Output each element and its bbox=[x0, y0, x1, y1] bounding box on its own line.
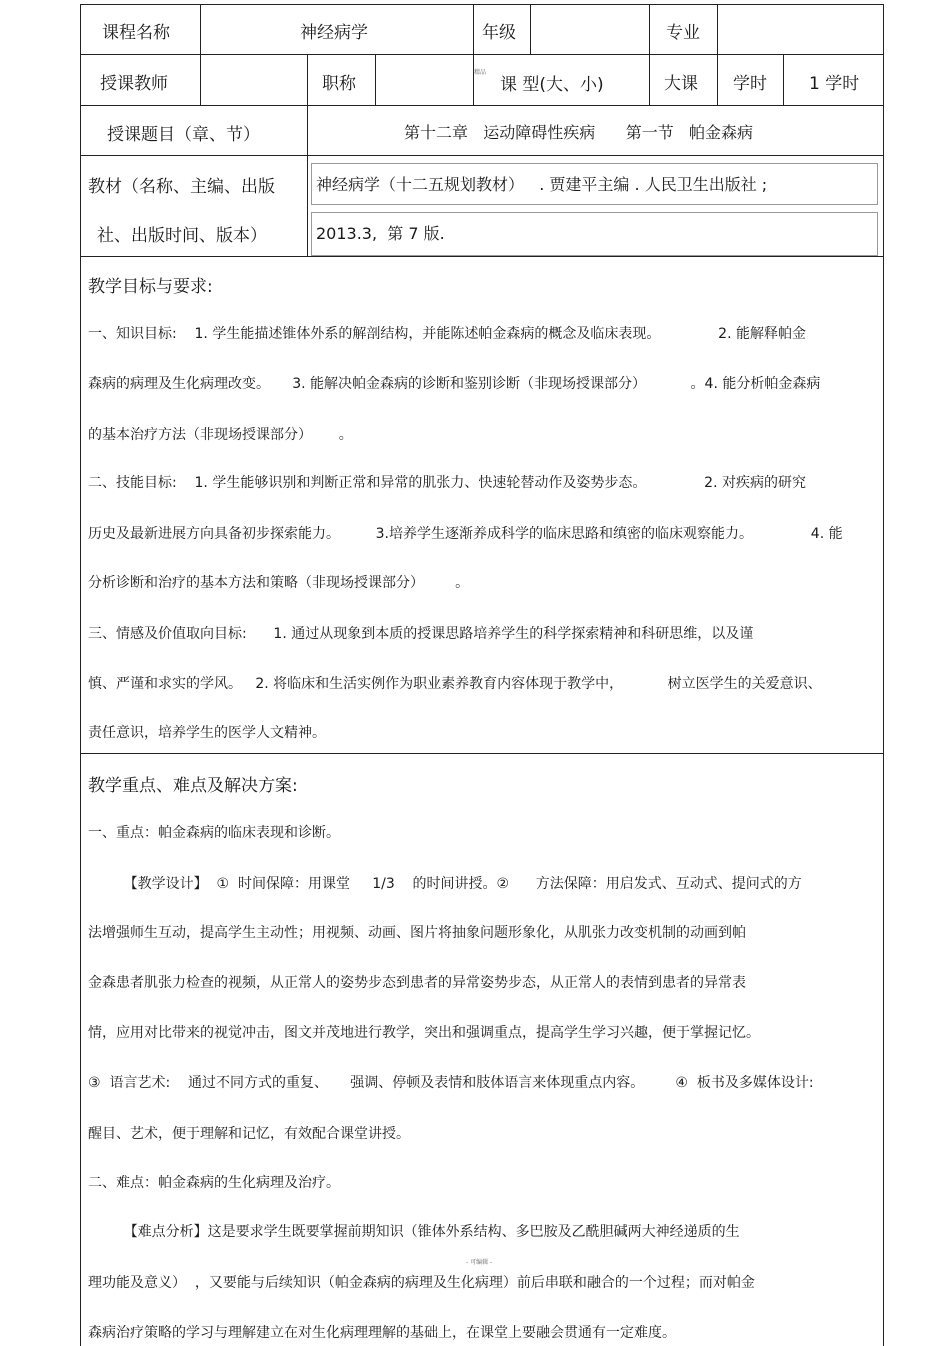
keypoints-line: 【难点分析】这是要求学生既要掌握前期知识（锥体外系结构、多巴胺及乙酰胆碱两大神经递质的生 bbox=[88, 1224, 740, 1240]
row-divider bbox=[80, 753, 884, 754]
textbook-value-2: 2013.3, 第 7 版. bbox=[316, 224, 445, 243]
keypoints-line: 金森患者肌张力检查的视频，从正常人的姿势步态到患者的异常姿势步态，从正常人的表情到患者的异常表 bbox=[88, 975, 746, 991]
objectives-line: 一、知识目标: 1. 学生能描述锥体外系的解剖结构，并能陈述帕金森病的概念及临床表现。 2. 能解释帕金 bbox=[88, 326, 806, 342]
objectives-line: 二、技能目标: 1. 学生能够识别和判断正常和异常的肌张力、快速轮替动作及姿势步态。 2. 对疾病的研究 bbox=[88, 475, 806, 491]
col-divider bbox=[375, 54, 376, 105]
class-type-value: 大课 bbox=[664, 74, 698, 94]
objectives-line: 的基本治疗方法（非现场授课部分） 。 bbox=[88, 427, 353, 443]
major-label: 专业 bbox=[666, 23, 700, 43]
keypoints-line: 一、重点：帕金森病的临床表现和诊断。 bbox=[88, 825, 340, 841]
objectives-line: 森病的病理及生化病理改变。 3. 能解决帕金森病的诊断和鉴别诊断（非现场授课部分） 。4. 能分析帕金森病 bbox=[88, 376, 821, 392]
keypoints-line: ③ 语言艺术: 通过不同方式的重复、 强调、停顿及表情和肢体语言来体现重点内容。 ④ 板书及多媒体设计: bbox=[88, 1075, 814, 1091]
course-name-label: 课程名称 bbox=[102, 23, 170, 43]
keypoints-line: 法增强师生互动，提高学生主动性；用视频、动画、图片将抽象问题形象化，从肌张力改变机制的动画到帕 bbox=[88, 925, 746, 941]
textbook-label-2: 社、出版时间、版本） bbox=[97, 226, 267, 246]
topic-value: 第十二章 运动障碍性疾病 第一节 帕金森病 bbox=[404, 123, 754, 142]
col-divider bbox=[473, 54, 474, 105]
small-mark: 精品 bbox=[474, 69, 487, 76]
col-divider bbox=[307, 54, 308, 257]
col-divider bbox=[783, 54, 784, 105]
keypoints-line: 情，应用对比带来的视觉冲击，图文并茂地进行教学，突出和强调重点，提高学生学习兴趣，便于掌握记忆。 bbox=[88, 1025, 760, 1041]
hours-label: 学时 bbox=[733, 74, 767, 94]
row-divider bbox=[80, 155, 884, 156]
row-divider bbox=[80, 256, 884, 257]
keypoints-line: 理功能及意义） ，又要能与后续知识（帕金森病的病理及生化病理）前后串联和融合的一个过程；而对帕金 bbox=[88, 1275, 755, 1291]
col-divider bbox=[649, 4, 650, 106]
keypoints-line: 【教学设计】 ① 时间保障：用课堂 1/3 的时间讲授。② 方法保障：用启发式、互动式、提问式的方 bbox=[88, 876, 802, 892]
keypoints-heading: 教学重点、难点及解决方案: bbox=[88, 776, 298, 796]
table-border-left bbox=[80, 4, 81, 1346]
keypoints-line: 森病治疗策略的学习与理解建立在对生化病理理解的基础上，在课堂上要融会贯通有一定难度。 bbox=[88, 1325, 676, 1341]
objectives-line: 责任意识，培养学生的医学人文精神。 bbox=[88, 725, 326, 741]
objectives-line: 分析诊断和治疗的基本方法和策略（非现场授课部分） 。 bbox=[88, 575, 470, 591]
grade-label: 年级 bbox=[482, 23, 516, 43]
course-name-value: 神经病学 bbox=[300, 23, 368, 43]
objectives-line: 历史及最新进展方向具备初步探索能力。 3.培养学生逐渐养成科学的临床思路和缜密的临床观察能力。 4. 能 bbox=[88, 526, 843, 542]
textbook-label-1: 教材（名称、主编、出版 bbox=[88, 177, 275, 197]
keypoints-line: 醒目、艺术，便于理解和记忆，有效配合课堂讲授。 bbox=[88, 1126, 410, 1142]
col-divider bbox=[200, 4, 201, 55]
row-divider bbox=[80, 105, 884, 106]
class-type-label: 课 型(大、小) bbox=[500, 75, 604, 95]
keypoints-line: 二、难点：帕金森病的生化病理及治疗。 bbox=[88, 1175, 340, 1191]
title-label: 职称 bbox=[322, 74, 356, 94]
col-divider bbox=[717, 4, 718, 106]
objectives-line: 三、情感及价值取向目标: 1. 通过从现象到本质的授课思路培养学生的科学探索精神和科研思维，以及谨 bbox=[88, 626, 754, 642]
objectives-heading: 教学目标与要求: bbox=[88, 277, 213, 297]
editable-note: - 可编辑 - bbox=[466, 1259, 493, 1266]
table-border-right bbox=[883, 4, 884, 1346]
hours-value: 1 学时 bbox=[809, 74, 860, 94]
topic-label: 授课题目（章、节） bbox=[107, 125, 260, 145]
textbook-value-1: 神经病学（十二五规划教材） . 贾建平主编 . 人民卫生出版社 ; bbox=[316, 175, 768, 194]
col-divider bbox=[530, 4, 531, 55]
objectives-line: 慎、严谨和求实的学风。 2. 将临床和生活实例作为职业素养教育内容体现于教学中， 树立医学生的关爱意识、 bbox=[88, 676, 822, 692]
teacher-label: 授课教师 bbox=[100, 74, 168, 94]
col-divider bbox=[473, 4, 474, 55]
col-divider bbox=[200, 54, 201, 105]
